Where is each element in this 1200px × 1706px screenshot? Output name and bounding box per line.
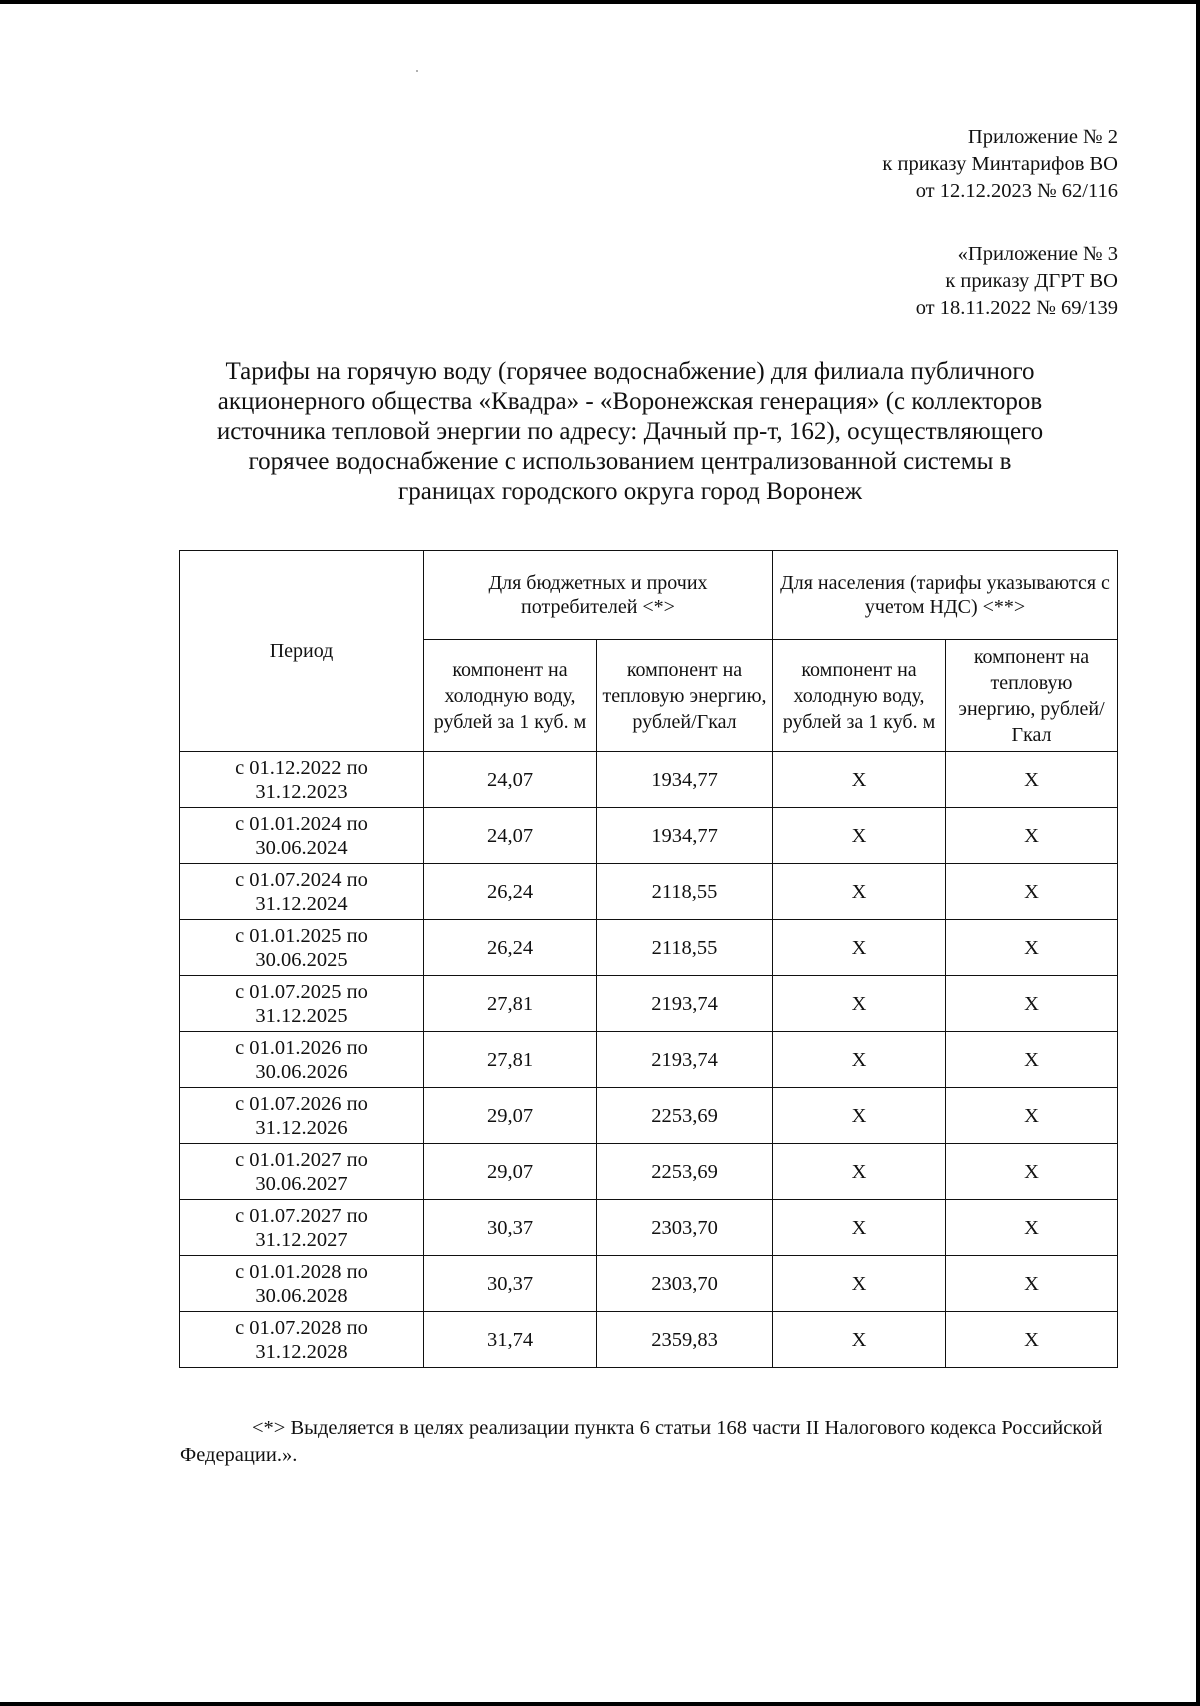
- population-cold-value: X: [773, 1312, 946, 1368]
- table-row: [180, 752, 1118, 808]
- period-to: 31.12.2025: [255, 1004, 348, 1027]
- table-row: [180, 1312, 1118, 1368]
- period-from: с 01.07.2027 по: [235, 1204, 368, 1227]
- population-heat-value: X: [946, 1312, 1118, 1368]
- budget-cold-value: 30,37: [424, 1256, 597, 1312]
- table-row: [180, 1144, 1118, 1200]
- header-population-heat-energy: компонент на тепловую энергию, рублей/Гкал: [946, 640, 1118, 752]
- period-cell: [180, 1200, 424, 1256]
- budget-cold-value: 24,07: [424, 752, 597, 808]
- population-cold-value: X: [773, 1200, 946, 1256]
- population-heat-value: X: [946, 1032, 1118, 1088]
- period-from: с 01.07.2025 по: [235, 980, 368, 1003]
- period-cell: [180, 1312, 424, 1368]
- budget-cold-value: 30,37: [424, 1200, 597, 1256]
- population-cold-value: X: [773, 920, 946, 976]
- period-cell: [180, 1144, 424, 1200]
- table-row: [180, 920, 1118, 976]
- population-heat-value: X: [946, 864, 1118, 920]
- period-from: с 01.07.2028 по: [235, 1316, 368, 1339]
- budget-cold-value: 26,24: [424, 864, 597, 920]
- budget-heat-value: 2253,69: [597, 1088, 773, 1144]
- population-heat-value: X: [946, 1256, 1118, 1312]
- period-from: с 01.01.2024 по: [235, 812, 368, 835]
- title-line4: горячее водоснабжение с использованием централизованной системы в: [248, 448, 1012, 475]
- period-from: с 01.01.2028 по: [235, 1260, 368, 1283]
- period-to: 31.12.2026: [255, 1116, 348, 1139]
- period-to: 30.06.2024: [255, 836, 348, 859]
- population-heat-value: X: [946, 1088, 1118, 1144]
- appendix-previous-header: [916, 241, 1118, 322]
- period-from: с 01.07.2024 по: [235, 868, 368, 891]
- budget-heat-value: 2303,70: [597, 1256, 773, 1312]
- period-cell: [180, 920, 424, 976]
- table-row: [180, 1088, 1118, 1144]
- appendix-current-header: [882, 124, 1118, 205]
- population-heat-value: X: [946, 808, 1118, 864]
- period-from: с 01.07.2026 по: [235, 1092, 368, 1115]
- population-cold-value: X: [773, 1144, 946, 1200]
- population-heat-value: X: [946, 1144, 1118, 1200]
- appendix-previous-line1: «Приложение № 3: [957, 243, 1118, 265]
- appendix-current-line2: к приказу Минтарифов ВО: [882, 153, 1118, 175]
- population-heat-value: X: [946, 752, 1118, 808]
- population-cold-value: X: [773, 976, 946, 1032]
- table-row: [180, 1032, 1118, 1088]
- header-budget-group: Для бюджетных и прочих потребителей <*>: [424, 551, 773, 640]
- footnote: <*> Выделяется в целях реализации пункта 6 статьи 168 части II Налогового кодекса Российской Федерации.».: [180, 1417, 1103, 1466]
- tariff-table: [179, 550, 1118, 1368]
- period-cell: [180, 808, 424, 864]
- period-from: с 01.01.2027 по: [235, 1148, 368, 1171]
- budget-heat-value: 2253,69: [597, 1144, 773, 1200]
- period-to: 30.06.2025: [255, 948, 348, 971]
- period-from: с 01.12.2022 по: [235, 756, 368, 779]
- period-cell: [180, 1032, 424, 1088]
- population-cold-value: X: [773, 864, 946, 920]
- period-to: 30.06.2026: [255, 1060, 348, 1083]
- period-to: 30.06.2028: [255, 1284, 348, 1307]
- period-to: 31.12.2024: [255, 892, 348, 915]
- budget-cold-value: 31,74: [424, 1312, 597, 1368]
- period-cell: [180, 864, 424, 920]
- period-to: 30.06.2027: [255, 1172, 348, 1195]
- population-heat-value: X: [946, 1200, 1118, 1256]
- period-cell: [180, 752, 424, 808]
- population-cold-value: X: [773, 808, 946, 864]
- population-cold-value: X: [773, 1032, 946, 1088]
- table-row: [180, 1256, 1118, 1312]
- title-line1: Тарифы на горячую воду (горячее водоснабжение) для филиала публичного: [225, 358, 1035, 385]
- table-row: [180, 976, 1118, 1032]
- period-from: с 01.01.2026 по: [235, 1036, 368, 1059]
- budget-heat-value: 1934,77: [597, 752, 773, 808]
- budget-heat-value: 2118,55: [597, 920, 773, 976]
- period-cell: [180, 1088, 424, 1144]
- budget-cold-value: 29,07: [424, 1144, 597, 1200]
- period-to: 31.12.2027: [255, 1228, 348, 1251]
- budget-cold-value: 26,24: [424, 920, 597, 976]
- budget-heat-value: 2359,83: [597, 1312, 773, 1368]
- budget-cold-value: 27,81: [424, 1032, 597, 1088]
- appendix-previous-line3: от 18.11.2022 № 69/139: [915, 297, 1118, 319]
- budget-heat-value: 1934,77: [597, 808, 773, 864]
- budget-cold-value: 29,07: [424, 1088, 597, 1144]
- table-row: [180, 1200, 1118, 1256]
- appendix-current-line1: Приложение № 2: [967, 126, 1118, 148]
- header-period: Период: [180, 551, 424, 752]
- title-line2: акционерного общества «Квадра» - «Воронежская генерация» (с коллекторов: [217, 388, 1043, 415]
- header-budget-heat-energy: компонент на тепловую энергию, рублей/Гкал: [597, 640, 773, 752]
- appendix-current-line3: от 12.12.2023 № 62/116: [915, 180, 1118, 202]
- budget-heat-value: 2193,74: [597, 976, 773, 1032]
- budget-heat-value: 2303,70: [597, 1200, 773, 1256]
- header-population-group: Для населения (тарифы указываются с учетом НДС) <**>: [773, 551, 1118, 640]
- population-heat-value: X: [946, 920, 1118, 976]
- budget-heat-value: 2193,74: [597, 1032, 773, 1088]
- appendix-previous-line2: к приказу ДГРТ ВО: [945, 270, 1118, 292]
- table-row: [180, 864, 1118, 920]
- budget-cold-value: 27,81: [424, 976, 597, 1032]
- period-cell: [180, 1256, 424, 1312]
- document-title: [160, 357, 1100, 507]
- scan-speck: [416, 70, 418, 72]
- population-cold-value: X: [773, 1256, 946, 1312]
- budget-heat-value: 2118,55: [597, 864, 773, 920]
- population-heat-value: X: [946, 976, 1118, 1032]
- budget-cold-value: 24,07: [424, 808, 597, 864]
- table-row: [180, 808, 1118, 864]
- title-line5: границах городского округа город Воронеж: [397, 478, 863, 505]
- period-to: 31.12.2028: [255, 1340, 348, 1363]
- period-to: 31.12.2023: [255, 780, 348, 803]
- title-line3: источника тепловой энергии по адресу: Дачный пр-т, 162), осуществляющего: [216, 418, 1044, 445]
- population-cold-value: X: [773, 752, 946, 808]
- header-budget-cold-water: компонент на холодную воду, рублей за 1 куб. м: [424, 640, 597, 752]
- header-population-cold-water: компонент на холодную воду, рублей за 1 куб. м: [773, 640, 946, 752]
- period-cell: [180, 976, 424, 1032]
- period-from: с 01.01.2025 по: [235, 924, 368, 947]
- population-cold-value: X: [773, 1088, 946, 1144]
